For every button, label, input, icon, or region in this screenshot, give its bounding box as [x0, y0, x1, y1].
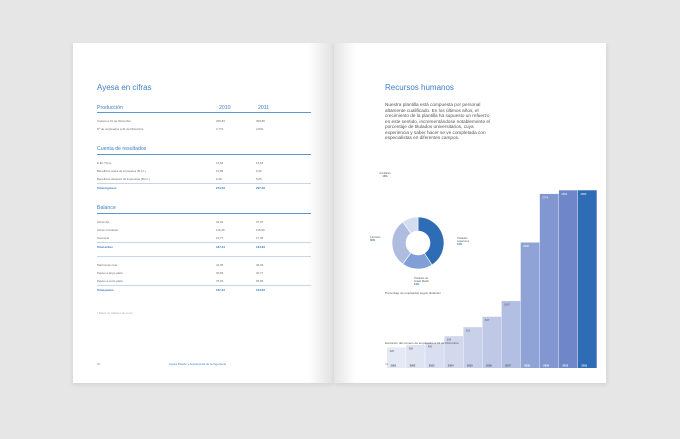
row-value-2010: 41,95	[216, 263, 224, 267]
donut-label-text: Titulados	[457, 237, 468, 240]
right-page	[334, 43, 606, 383]
row-label: Total pasivo	[97, 288, 114, 292]
bar-value-label: 1067	[504, 303, 510, 307]
bar-value-label: 368	[408, 347, 413, 351]
row-value-2011: 164,63	[256, 245, 265, 249]
row-value-2011: 66,83	[256, 279, 264, 283]
donut-label-auxiliares	[374, 172, 396, 178]
bar-value-label: 2832	[580, 192, 587, 196]
row-value-2011: 5,65	[256, 177, 262, 181]
row-label: Patrimonio neto	[97, 263, 118, 267]
bar-value-label: 2774	[542, 196, 549, 200]
bar	[483, 317, 502, 368]
row-label: Cartera a 31 de Diciembre	[97, 119, 131, 123]
row-label: Total ingresos	[97, 186, 117, 190]
row-label: Nº de empleados a 31 de Diciembre	[97, 127, 144, 131]
bar-value-label: 2832	[561, 192, 568, 196]
donut-label-text: superiores	[457, 240, 470, 244]
bar	[521, 242, 540, 368]
column-2011: 2011	[258, 105, 270, 111]
donut-label-value: 41%	[457, 243, 463, 247]
row-value-2011: 2.832	[256, 127, 264, 131]
row-label: Tesorería	[97, 236, 110, 240]
donut-label-text: Técnicos	[370, 236, 381, 239]
row-label: Activo fijo	[97, 220, 110, 224]
donut-caption: Porcentaje de empleados según titulación	[385, 291, 441, 295]
row-value-2011: 46,03	[256, 263, 264, 267]
row-label: Activo circulante	[97, 228, 119, 232]
row-label: Pasivo a corto plazo	[97, 279, 124, 283]
bar-category-label: 2003	[428, 364, 435, 368]
bar-category-label: 2008	[524, 364, 530, 368]
intro-paragraph: Nuestra plantilla está compuesta por personal altamente cualificado. En los últimos años, el crecimiento de la plantilla ha supuesto un refuerzo en este sentido, incrementándose notablemente el porcentaje de titulados universitarios, cuya experiencia y saber hacer se ve completada con especialistas en diferentes campos.	[385, 102, 491, 140]
bar	[559, 190, 578, 368]
row-value-2010: 265,83	[216, 119, 225, 123]
donut-label-value: 19%	[414, 283, 420, 287]
donut-label-medio	[414, 277, 429, 286]
bar-category-label: 2001	[390, 364, 397, 368]
column-2010: 2010	[219, 105, 231, 111]
row-label: Total activo	[97, 245, 113, 249]
footer-text: Ayesa Diseño y Arquitectura de la Ingeniería	[169, 362, 226, 366]
donut-label-value: 30%	[370, 239, 376, 243]
row-value-2011: 30,77	[256, 271, 264, 275]
donut-label-text: Auxiliares	[379, 172, 391, 175]
bar-category-label: 2009	[543, 364, 550, 368]
row-value-2010: 274,53	[216, 186, 225, 190]
row-value-2010: 16,77	[216, 236, 224, 240]
row-value-2010: 30,83	[216, 271, 224, 275]
donut-label-tecnicos	[370, 236, 380, 242]
bar-category-label: 2006	[486, 364, 492, 368]
row-value-2010: 13,54	[216, 161, 224, 165]
row-value-2010: 33,91	[216, 220, 224, 224]
donut-label-superiores	[457, 237, 469, 246]
bar-value-label: 329	[389, 349, 394, 353]
page-number: 21	[385, 362, 389, 366]
bar-value-label: 2000	[523, 244, 529, 248]
row-value-2011: 6,36	[256, 169, 262, 173]
row-value-2010: 116,46	[216, 228, 225, 232]
row-value-2010: 10,89	[216, 169, 224, 173]
left-page	[73, 43, 334, 383]
row-value-2010: 2.774	[216, 127, 224, 131]
row-value-2010: 167,34	[216, 245, 225, 249]
bar-value-label: 651	[465, 329, 471, 333]
bar-value-label: 508	[446, 338, 452, 342]
bar-value-label: 400	[427, 345, 433, 349]
row-value-2010: 75,03	[216, 279, 224, 283]
divider	[97, 112, 311, 113]
row-label: Beneficios después de impuestos (B.D.I.)	[97, 177, 151, 181]
bar-value-label: 817	[485, 319, 490, 323]
bar	[578, 190, 597, 368]
bar-category-label: 2010	[562, 364, 569, 368]
row-value-2011: 17,35	[256, 236, 264, 240]
source-note: * Datos en millones de euros	[97, 311, 133, 315]
bar-category-label: 2004	[447, 364, 454, 368]
bar-caption: Evolución del número de empleados a 31 de Diciembre	[385, 341, 459, 345]
bar	[540, 194, 559, 368]
bar-category-label: 2005	[466, 364, 473, 368]
section-header: Balance	[97, 205, 116, 211]
bar	[502, 301, 521, 368]
section-header: Cuenta de resultados	[97, 146, 147, 152]
row-label: E.B.I.T.D.A.	[97, 161, 112, 165]
left-page-title: Ayesa en cifras	[97, 83, 152, 92]
page-number: 20	[97, 362, 101, 366]
row-value-2010: 9,48	[216, 177, 222, 181]
donut-label-text: Titulados de	[414, 277, 429, 280]
donut-label-value: 10%	[382, 175, 388, 179]
right-page-title: Recursos humanos	[385, 83, 454, 92]
divider	[97, 154, 311, 155]
row-value-2011: 309,86	[256, 119, 265, 123]
bar-category-label: 2002	[409, 364, 416, 368]
section-header: Producción	[97, 105, 123, 111]
donut-label-text: Grado Medio	[414, 280, 429, 284]
row-value-2011: 164,63	[256, 288, 265, 292]
row-label: Beneficios antes de impuestos (B.A.I.)	[97, 169, 147, 173]
divider	[97, 213, 311, 214]
row-value-2011: 115,90	[256, 228, 265, 232]
bar	[463, 327, 482, 368]
charts-canvas	[334, 43, 606, 383]
bar-category-label: 2007	[505, 364, 511, 368]
row-value-2011: 15,18	[256, 161, 264, 165]
row-label: Pasivo a largo plazo	[97, 271, 124, 275]
row-value-2010: 167,34	[216, 288, 225, 292]
page-gutter-shadow	[308, 43, 334, 383]
row-value-2011: 37,37	[256, 220, 264, 224]
bar-category-label: 2011	[581, 364, 588, 368]
row-value-2011: 297,18	[256, 186, 265, 190]
